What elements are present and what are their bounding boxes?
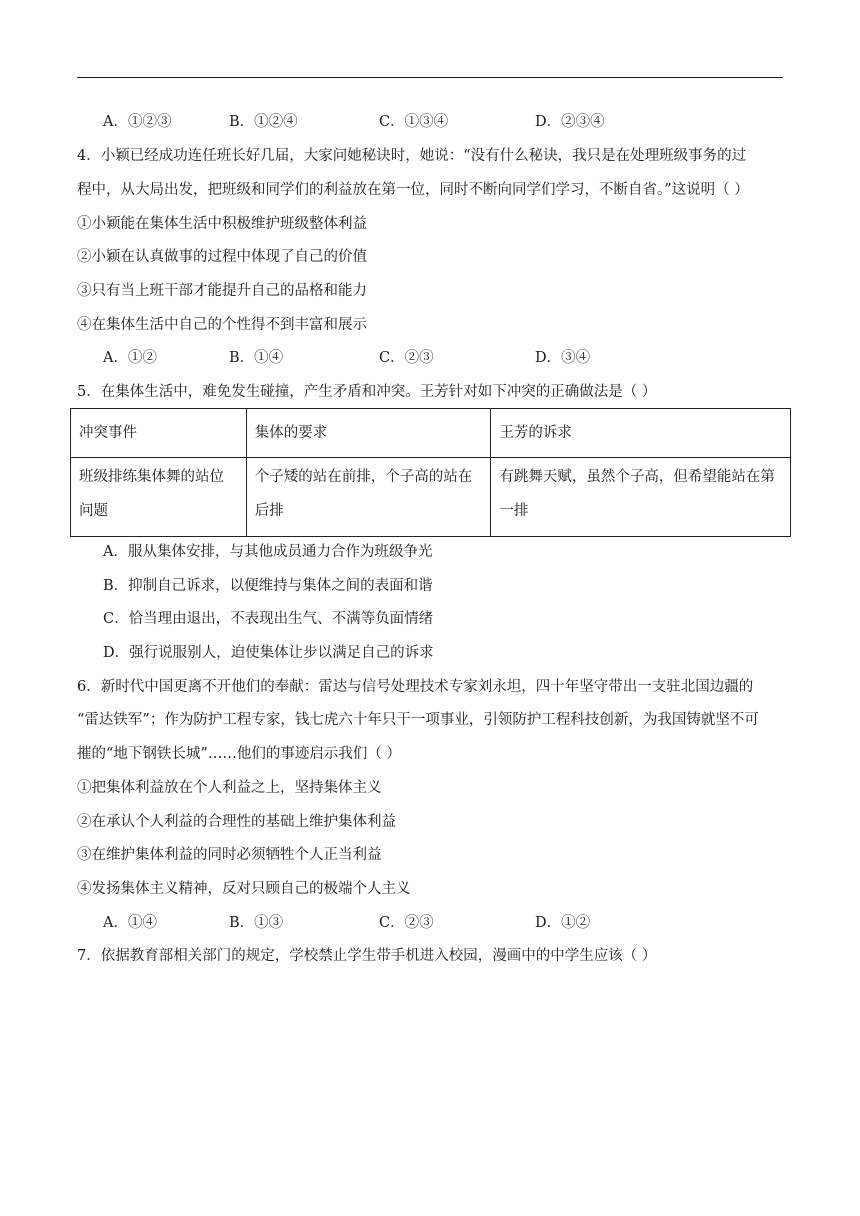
q6-stem-line-2: “雷达铁军”；作为防护工程专家，钱七虎六十年只干一项事业，引领防护工程科技创新，为我国铸就坚不可 bbox=[77, 712, 759, 728]
conflict-table bbox=[70, 408, 791, 537]
cell-appeal bbox=[491, 458, 791, 537]
cell-appeal-line-1: 有跳舞天赋，虽然个子高，但希望能站在第 bbox=[499, 469, 775, 485]
q6-option-d: D．①② bbox=[535, 915, 591, 931]
q4-option-c: C．②③ bbox=[379, 350, 434, 366]
q6-stem-line-1: 6．新时代中国更离不开他们的奉献：雷达与信号处理技术专家刘永坦，四十年坚守带出一支驻北国边疆的 bbox=[77, 679, 754, 695]
q7-stem: 7．依据教育部相关部门的规定，学校禁止学生带手机进入校园，漫画中的中学生应该（ ） bbox=[77, 948, 657, 964]
q3-option-b: B．①②④ bbox=[229, 114, 298, 130]
header-cell-event: 冲突事件 bbox=[71, 409, 247, 458]
header-cell-requirement: 集体的要求 bbox=[246, 409, 491, 458]
cell-requirement-line-1: 个子矮的站在前排，个子高的站在 bbox=[254, 469, 473, 485]
q4-stem-line-2: 程中，从大局出发，把班级和同学们的利益放在第一位，同时不断向同学们学习，不断自省。”这说明（ ） bbox=[77, 182, 749, 198]
q5-choice-b: B．抑制自己诉求，以便维持与集体之间的表面和谐 bbox=[103, 578, 433, 594]
cell-event-line-2: 问题 bbox=[79, 503, 108, 519]
cell-event bbox=[71, 458, 247, 537]
q4-statement-3: ③只有当上班干部才能提升自己的品格和能力 bbox=[77, 283, 367, 299]
table-row bbox=[71, 458, 791, 537]
q3-option-d: D．②③④ bbox=[535, 114, 605, 130]
q4-option-b: B．①④ bbox=[229, 350, 284, 366]
cell-requirement bbox=[246, 458, 491, 537]
q6-option-a: A．①④ bbox=[103, 915, 157, 931]
q5-choice-c: C．恰当理由退出，不表现出生气、不满等负面情绪 bbox=[103, 611, 434, 627]
q4-statement-1: ①小颖能在集体生活中积极维护班级整体利益 bbox=[77, 216, 367, 232]
q3-option-c: C．①③④ bbox=[379, 114, 449, 130]
q3-option-a: A．①②③ bbox=[103, 114, 172, 130]
header-divider bbox=[77, 77, 783, 78]
q4-option-a: A．①② bbox=[103, 350, 157, 366]
q6-option-c: C．②③ bbox=[379, 915, 434, 931]
q6-stem-line-3: 摧的“地下钢铁长城”……他们的事迹启示我们（ ） bbox=[77, 746, 401, 762]
q5-stem: 5．在集体生活中，难免发生碰撞，产生矛盾和冲突。王芳针对如下冲突的正确做法是（ ） bbox=[77, 384, 657, 400]
cell-event-line-1: 班级排练集体舞的站位 bbox=[79, 469, 224, 485]
q4-option-d: D．③④ bbox=[535, 350, 591, 366]
q6-statement-2: ②在承认个人利益的合理性的基础上维护集体利益 bbox=[77, 814, 396, 830]
q5-choice-a: A．服从集体安排，与其他成员通力合作为班级争光 bbox=[103, 544, 433, 560]
q4-statement-4: ④在集体生活中自己的个性得不到丰富和展示 bbox=[77, 317, 367, 333]
q5-choice-d: D．强行说服别人，迫使集体让步以满足自己的诉求 bbox=[103, 645, 434, 661]
q6-statement-4: ④发扬集体主义精神，反对只顾自己的极端个人主义 bbox=[77, 881, 411, 897]
cell-requirement-line-2: 后排 bbox=[254, 503, 284, 519]
q4-statement-2: ②小颖在认真做事的过程中体现了自己的价值 bbox=[77, 249, 367, 265]
header-cell-appeal: 王芳的诉求 bbox=[491, 409, 791, 458]
cell-appeal-line-2: 一排 bbox=[499, 503, 529, 519]
q6-statement-3: ③在维护集体利益的同时必须牺牲个人正当利益 bbox=[77, 847, 382, 863]
table-header-row bbox=[71, 409, 791, 458]
q6-option-b: B．①③ bbox=[229, 915, 284, 931]
q6-statement-1: ①把集体利益放在个人利益之上，坚持集体主义 bbox=[77, 780, 382, 796]
q4-stem-line-1: 4．小颖已经成功连任班长好几届，大家问她秘诀时，她说：“没有什么秘诀，我只是在处理班级事务的过 bbox=[77, 148, 747, 164]
